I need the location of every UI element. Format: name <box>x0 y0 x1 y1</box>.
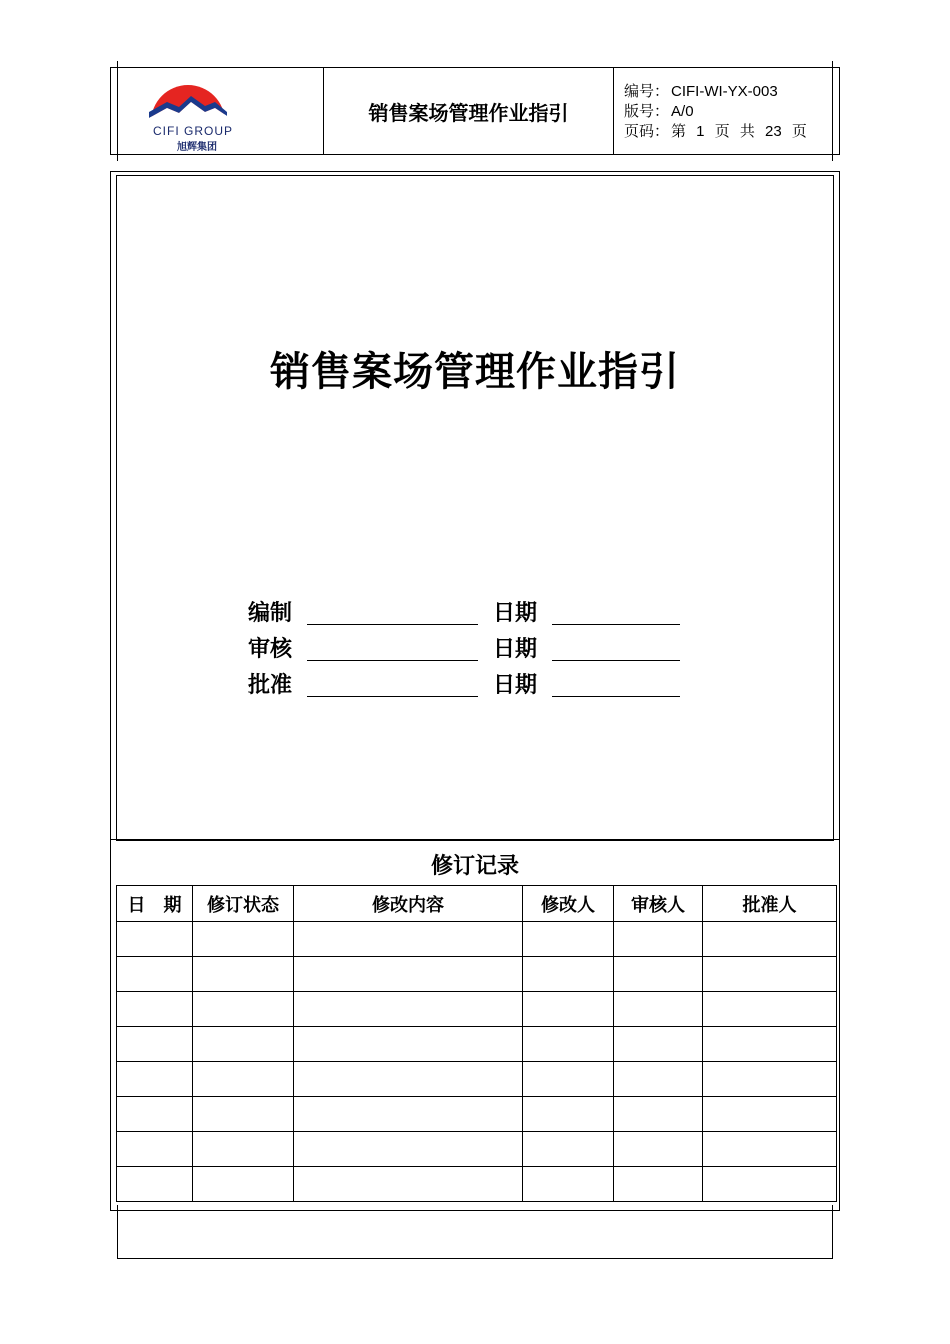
table-cell[interactable] <box>117 1132 193 1167</box>
signature-line[interactable] <box>307 624 478 625</box>
revision-table <box>116 885 837 1202</box>
table-cell[interactable] <box>614 1062 703 1097</box>
table-cell[interactable] <box>523 992 614 1027</box>
table-row <box>117 1167 837 1202</box>
col-modifier: 修改人 <box>523 886 614 922</box>
table-cell[interactable] <box>117 1027 193 1062</box>
date-line[interactable] <box>552 624 680 625</box>
table-cell[interactable] <box>614 992 703 1027</box>
signoff-date-label: 日期 <box>493 637 538 662</box>
table-cell[interactable] <box>193 1062 294 1097</box>
table-cell[interactable] <box>703 1097 837 1132</box>
logo-cell <box>111 68 324 154</box>
table-cell[interactable] <box>117 957 193 992</box>
revision-body <box>117 922 837 1202</box>
header-meta <box>614 68 839 154</box>
doc-code-value: CIFI-WI-YX-003 <box>671 83 778 100</box>
revision-title: 修订记录 <box>430 853 519 879</box>
logo-english-text: CIFI GROUP <box>153 124 234 138</box>
doc-code-label: 编号： <box>624 83 670 100</box>
signoff-role: 编制 <box>248 601 293 626</box>
table-cell[interactable] <box>703 957 837 992</box>
table-cell[interactable] <box>614 1132 703 1167</box>
table-cell[interactable] <box>193 1132 294 1167</box>
table-cell[interactable] <box>294 992 523 1027</box>
date-line[interactable] <box>552 660 680 661</box>
version-label: 版号： <box>624 103 670 120</box>
table-row <box>117 957 837 992</box>
table-cell[interactable] <box>117 1062 193 1097</box>
table-cell[interactable] <box>193 1027 294 1062</box>
col-reviewer: 审核人 <box>614 886 703 922</box>
date-line[interactable] <box>552 696 680 697</box>
version-row <box>624 102 839 122</box>
header-title: 销售案场管理作业指引 <box>324 68 614 154</box>
table-cell[interactable] <box>703 1027 837 1062</box>
signature-line[interactable] <box>307 696 478 697</box>
table-cell[interactable] <box>523 1132 614 1167</box>
signoff-date-label: 日期 <box>493 601 538 626</box>
doc-code-row <box>624 82 839 102</box>
table-cell[interactable] <box>703 992 837 1027</box>
document-header <box>110 67 840 155</box>
table-cell[interactable] <box>117 1167 193 1202</box>
table-cell[interactable] <box>294 1027 523 1062</box>
table-cell[interactable] <box>614 922 703 957</box>
footer-frame <box>117 1205 833 1259</box>
page-value: 第 1 页 共 23 页 <box>671 123 807 140</box>
table-cell[interactable] <box>294 1132 523 1167</box>
table-cell[interactable] <box>294 957 523 992</box>
table-cell[interactable] <box>117 922 193 957</box>
col-status: 修订状态 <box>193 886 294 922</box>
table-cell[interactable] <box>193 1097 294 1132</box>
table-cell[interactable] <box>294 1167 523 1202</box>
table-cell[interactable] <box>703 1132 837 1167</box>
table-row <box>117 1097 837 1132</box>
table-cell[interactable] <box>614 957 703 992</box>
revision-header-row <box>117 886 837 922</box>
table-row <box>117 992 837 1027</box>
table-cell[interactable] <box>523 957 614 992</box>
page-row <box>624 122 839 142</box>
table-cell[interactable] <box>614 1027 703 1062</box>
table-cell[interactable] <box>703 922 837 957</box>
table-cell[interactable] <box>193 1167 294 1202</box>
table-cell[interactable] <box>523 922 614 957</box>
table-cell[interactable] <box>294 922 523 957</box>
table-cell[interactable] <box>614 1167 703 1202</box>
cover-inner-frame <box>116 175 834 841</box>
table-row <box>117 1027 837 1062</box>
col-content: 修改内容 <box>294 886 523 922</box>
signature-line[interactable] <box>307 660 478 661</box>
table-row <box>117 1132 837 1167</box>
table-cell[interactable] <box>117 1097 193 1132</box>
table-cell[interactable] <box>294 1062 523 1097</box>
cover-title: 销售案场管理作业指引 <box>270 349 680 395</box>
table-cell[interactable] <box>193 957 294 992</box>
table-cell[interactable] <box>703 1167 837 1202</box>
table-cell[interactable] <box>703 1062 837 1097</box>
col-date: 日 期 <box>117 886 193 922</box>
signoff-date-label: 日期 <box>493 673 538 698</box>
signoff-role: 批准 <box>248 673 293 698</box>
table-cell[interactable] <box>523 1167 614 1202</box>
table-row <box>117 1062 837 1097</box>
table-cell[interactable] <box>614 1097 703 1132</box>
logo-chinese-text: 旭辉集团 <box>177 142 217 153</box>
cover-divider <box>110 839 840 840</box>
table-cell[interactable] <box>523 1027 614 1062</box>
table-cell[interactable] <box>523 1097 614 1132</box>
cifi-logo-icon <box>149 82 227 124</box>
col-approver: 批准人 <box>703 886 837 922</box>
table-cell[interactable] <box>193 992 294 1027</box>
version-value: A/0 <box>671 103 694 120</box>
table-cell[interactable] <box>193 922 294 957</box>
table-row <box>117 922 837 957</box>
page-label: 页码： <box>624 123 670 140</box>
signoff-role: 审核 <box>248 637 293 662</box>
table-cell[interactable] <box>117 992 193 1027</box>
table-cell[interactable] <box>523 1062 614 1097</box>
table-cell[interactable] <box>294 1097 523 1132</box>
